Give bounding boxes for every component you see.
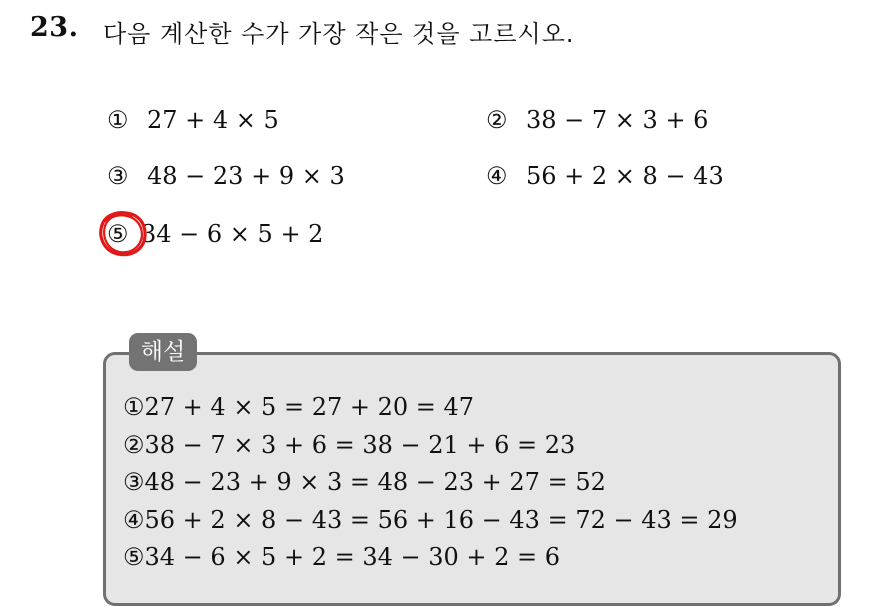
question-number: 23. bbox=[30, 12, 79, 43]
answer-circle-mark bbox=[96, 207, 150, 259]
choice-3-expression: 48 − 23 + 9 × 3 bbox=[147, 162, 345, 190]
solution-line-2: ②38 − 7 × 3 + 6 = 38 − 21 + 6 = 23 bbox=[123, 430, 576, 459]
choice-2-mark: ② bbox=[486, 106, 508, 134]
choice-2-expression: 38 − 7 × 3 + 6 bbox=[526, 106, 709, 134]
choice-5-expression: 34 − 6 × 5 + 2 bbox=[141, 220, 324, 248]
choice-1-mark: ① bbox=[107, 106, 129, 134]
choice-2[interactable] bbox=[486, 106, 708, 134]
choice-3-mark: ③ bbox=[107, 162, 129, 190]
choice-4[interactable] bbox=[486, 162, 724, 190]
choice-1[interactable] bbox=[107, 106, 279, 134]
choice-4-expression: 56 + 2 × 8 − 43 bbox=[526, 162, 724, 190]
solution-tab-label: 해설 bbox=[129, 333, 197, 371]
choice-5-mark: ⑤ bbox=[107, 220, 129, 248]
choice-3[interactable] bbox=[107, 162, 345, 190]
choice-1-expression: 27 + 4 × 5 bbox=[147, 106, 279, 134]
solution-line-4: ④56 + 2 × 8 − 43 = 56 + 16 − 43 = 72 − 43 = 29 bbox=[123, 505, 738, 534]
solution-line-1: ①27 + 4 × 5 = 27 + 20 = 47 bbox=[123, 393, 475, 421]
solution-line-5: ⑤34 − 6 × 5 + 2 = 34 − 30 + 2 = 6 bbox=[123, 543, 561, 571]
solution-lines bbox=[123, 391, 738, 579]
question-text: 다음 계산한 수가 가장 작은 것을 고르시오. bbox=[103, 20, 575, 48]
solution-line-3: ③48 − 23 + 9 × 3 = 48 − 23 + 27 = 52 bbox=[123, 468, 606, 496]
choice-4-mark: ④ bbox=[486, 162, 508, 190]
